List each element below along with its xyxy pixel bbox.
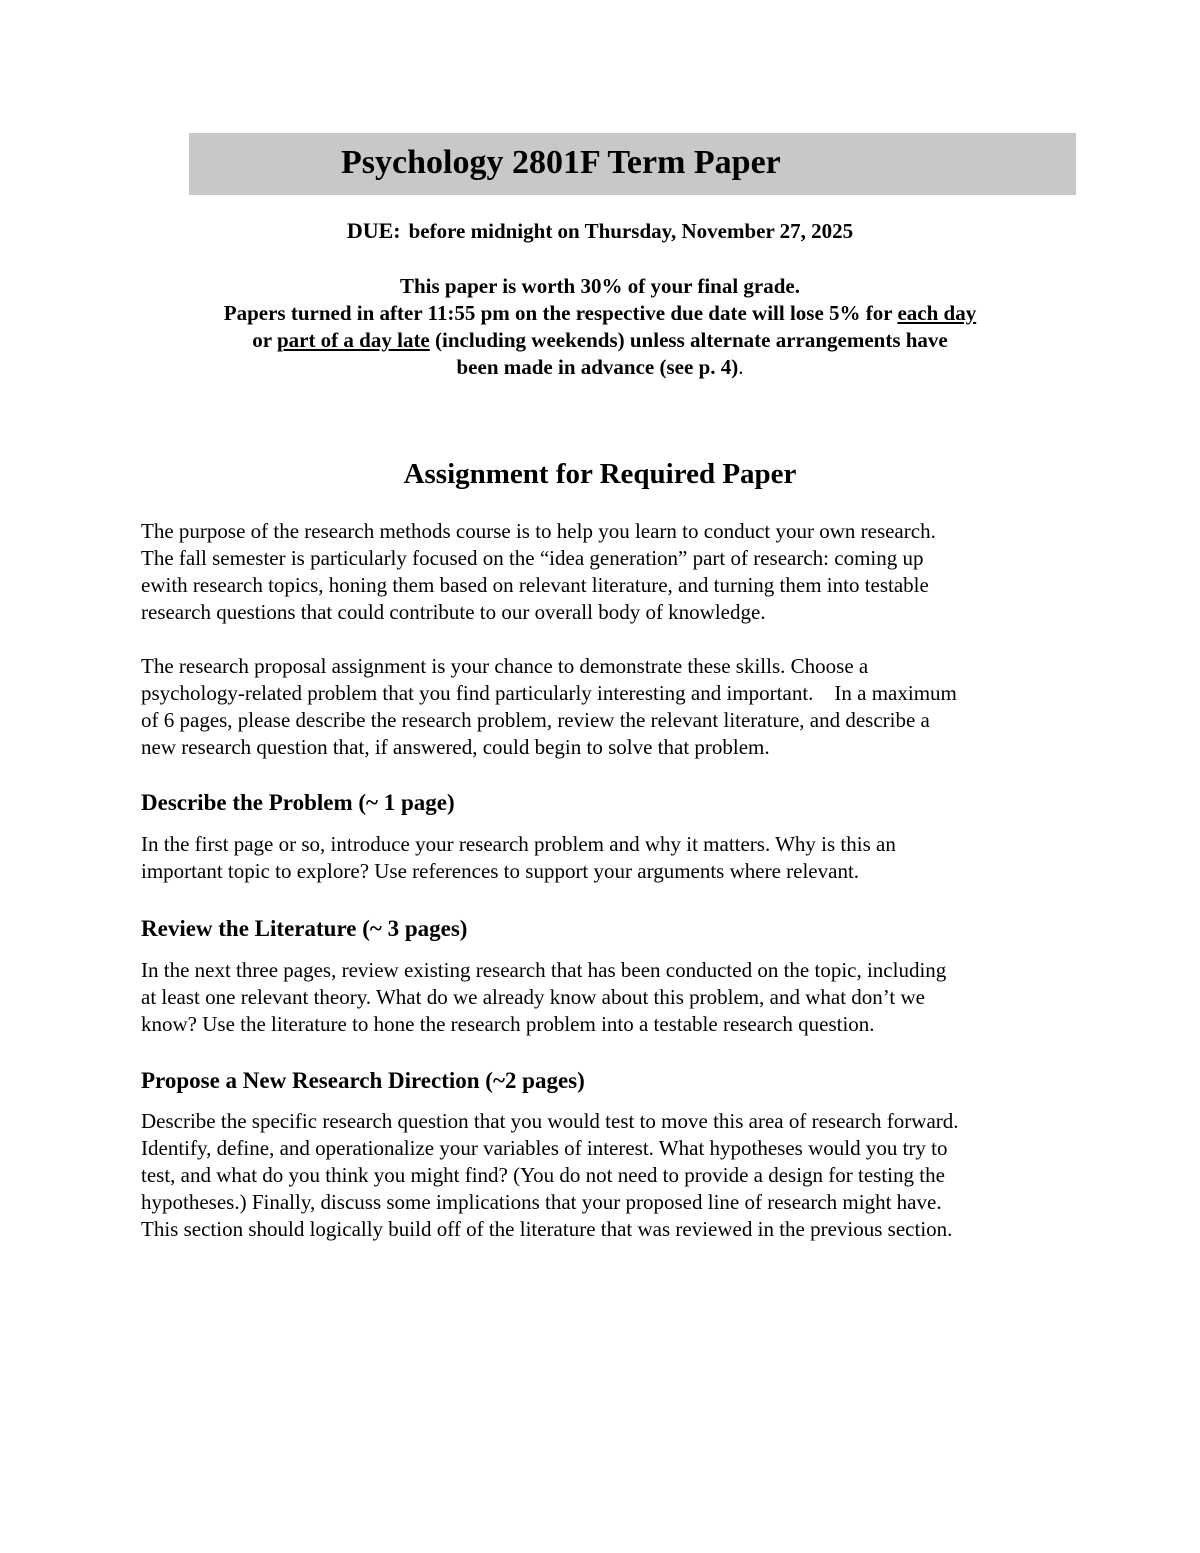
- assignment-heading: Assignment for Required Paper: [403, 458, 797, 490]
- paragraph-line: at least one relevant theory. What do we already know about this problem, and what don’t we: [141, 985, 925, 1009]
- paragraph-line: psychology-related problem that you find particularly interesting and important. In a maximum: [141, 681, 957, 705]
- late-policy-underlined: part of a day late: [276, 328, 430, 352]
- late-policy-line-1: [0, 300, 1200, 327]
- paragraph-line: The research proposal assignment is your chance to demonstrate these skills. Choose a: [141, 654, 869, 678]
- paragraph-line: new research question that, if answered, could begin to solve that problem.: [141, 735, 770, 759]
- proposal-paragraph: [141, 653, 1071, 761]
- late-policy-text: (including weekends) unless alternate arrangements have: [429, 328, 948, 352]
- paragraph-line: Describe the specific research question that you would test to move this area of research forward.: [141, 1109, 959, 1133]
- section-heading-propose-direction: Propose a New Research Direction (~2 pages): [141, 1068, 585, 1093]
- paragraph-line: The purpose of the research methods course is to help you learn to conduct your own research.: [141, 519, 936, 543]
- paragraph-line: hypotheses.) Finally, discuss some implications that your proposed line of research might have.: [141, 1190, 942, 1214]
- paragraph-line: The fall semester is particularly focused on the “idea generation” part of research: coming up: [141, 546, 924, 570]
- section-body-describe-problem: [141, 831, 1071, 885]
- late-policy-underlined: each day: [897, 301, 977, 325]
- paragraph-line: research questions that could contribute to our overall body of knowledge.: [141, 600, 766, 624]
- late-policy-period: .: [738, 355, 744, 379]
- paragraph-line: In the next three pages, review existing research that has been conducted on the topic, including: [141, 958, 947, 982]
- paragraph-line: In the first page or so, introduce your research problem and why it matters. Why is this an: [141, 832, 896, 856]
- late-policy-text: or: [252, 328, 277, 352]
- grading-info: [0, 273, 1200, 381]
- late-policy-text: been made in advance (see p. 4): [456, 355, 739, 379]
- late-policy-line-2: [0, 327, 1200, 354]
- paragraph-line: ewith research topics, honing them based on relevant literature, and turning them into testable: [141, 573, 929, 597]
- due-date-line: [0, 218, 1200, 244]
- title-banner: [189, 133, 1076, 195]
- due-date-text: before midnight on Thursday, November 27, 2025: [408, 219, 854, 243]
- intro-paragraph: [141, 518, 1071, 626]
- document-title: Psychology 2801F Term Paper: [341, 144, 781, 181]
- late-policy-text: Papers turned in after 11:55 pm on the respective due date will lose 5% for: [223, 301, 898, 325]
- paragraph-line: test, and what do you think you might find? (You do not need to provide a design for testing the: [141, 1163, 945, 1187]
- section-heading-review-literature: Review the Literature (~ 3 pages): [141, 916, 468, 941]
- section-body-propose-direction: [141, 1108, 1071, 1243]
- section-body-review-literature: [141, 957, 1071, 1038]
- paragraph-line: This section should logically build off of the literature that was reviewed in the previous section.: [141, 1217, 953, 1241]
- due-label: DUE:: [346, 218, 401, 243]
- late-policy-line-3: [0, 354, 1200, 381]
- paragraph-line: know? Use the literature to hone the research problem into a testable research question.: [141, 1012, 875, 1036]
- paragraph-line: Identify, define, and operationalize your variables of interest. What hypotheses would you try to: [141, 1136, 948, 1160]
- worth-line: This paper is worth 30% of your final grade.: [399, 274, 800, 298]
- section-heading-describe-problem: Describe the Problem (~ 1 page): [141, 790, 455, 815]
- paragraph-line: of 6 pages, please describe the research problem, review the relevant literature, and describe a: [141, 708, 930, 732]
- paragraph-line: important topic to explore? Use references to support your arguments where relevant.: [141, 859, 860, 883]
